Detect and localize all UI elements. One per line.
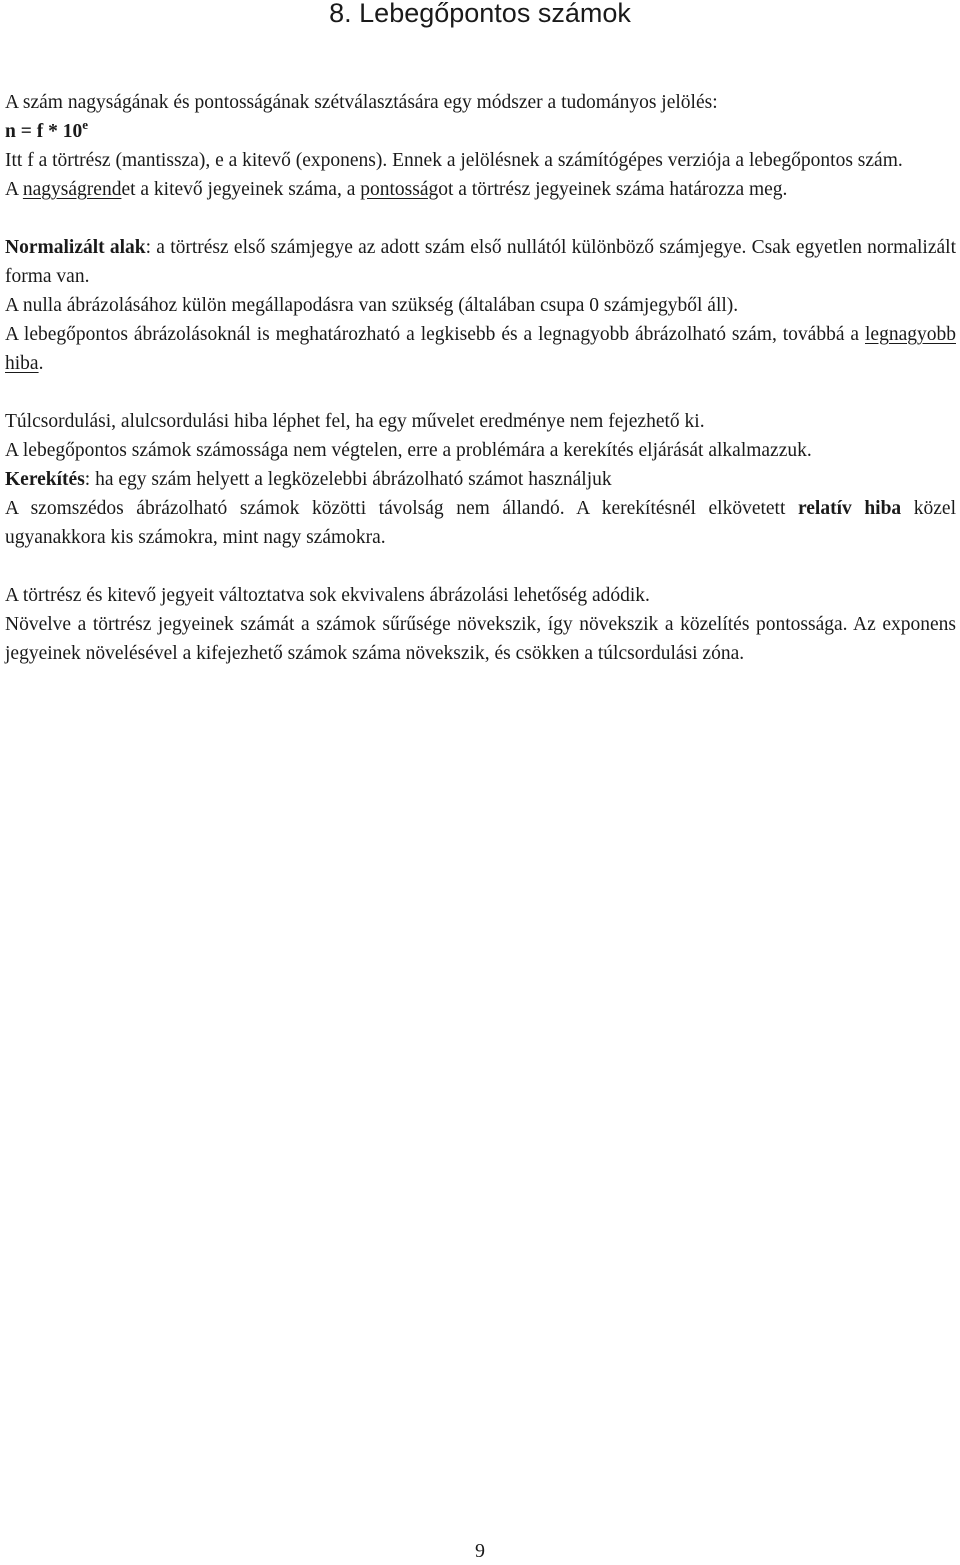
paragraph-equivalent: A törtrész és kitevő jegyeit változtatva sok ekvivalens ábrázolási lehetőség adódik. xyxy=(5,585,650,606)
paragraph-magnitude-precision xyxy=(5,175,956,204)
paragraph-intro: A szám nagyságának és pontosságának szétválasztására egy módszer a tudományos jelölés: xyxy=(5,92,718,113)
page-number: 9 xyxy=(475,1540,485,1562)
term-largest-error: legnagyobb hiba xyxy=(5,324,956,374)
paragraph-precision: Növelve a törtrész jegyeinek számát a számok sűrűsége növekszik, így növekszik a közelítés pontossága. Az exponens jegyeinek növelésével a kifejezhető számok száma növekszik, és csökken a túlcsordulási zóna. xyxy=(5,614,956,664)
term-relative-error: relatív hiba xyxy=(797,498,902,519)
formula-base: n = f * 10 xyxy=(5,121,83,142)
term-magnitude: nagyságrend xyxy=(22,179,122,200)
term-precision: pontosság xyxy=(360,179,439,200)
term-normalized-form: Normalizált alak xyxy=(5,237,146,258)
paragraph-overflow: Túlcsordulási, alulcsordulási hiba léphet fel, ha egy művelet eredménye nem fejezhető ki. xyxy=(5,411,705,432)
paragraph-range xyxy=(5,320,956,378)
text-span: : ha egy szám helyett a legközelebbi ábrázolható számot használjuk xyxy=(84,469,612,490)
text-span: . xyxy=(38,353,44,374)
paragraph-zero-representation: A nulla ábrázolásához külön megállapodásra van szükség (általában csupa 0 számjegyből áll). xyxy=(5,295,739,316)
document-body xyxy=(5,88,956,668)
text-span: ot a törtrész jegyeinek száma határozza meg. xyxy=(438,179,788,200)
page-title: 8. Lebegőpontos számok xyxy=(329,0,631,28)
term-rounding: Kerekítés xyxy=(5,469,85,490)
text-span: A lebegőpontos ábrázolásoknál is meghatározható a legkisebb és a legnagyobb ábrázolható szám, továbbá a xyxy=(5,324,866,345)
text-span: A xyxy=(5,179,23,200)
paragraph-distance xyxy=(5,494,956,552)
paragraph-normalized-form xyxy=(5,233,956,291)
text-span: közel ugyanakkora kis számokra, mint nagy számokra. xyxy=(5,498,956,548)
scientific-notation-formula xyxy=(5,117,956,146)
paragraph-rounding xyxy=(5,465,956,494)
formula-exponent: e xyxy=(82,116,88,132)
paragraph-mantissa-exponent: Itt f a törtrész (mantissza), e a kitevő (exponens). Ennek a jelölésnek a számítógépes verziója a lebegőpontos szám. xyxy=(5,150,903,171)
text-span: et a kitevő jegyeinek száma, a xyxy=(121,179,361,200)
text-span: A szomszédos ábrázolható számok közötti távolság nem állandó. A kerekítésnél elkövetett xyxy=(5,498,798,519)
text-span: : a törtrész első számjegye az adott szám első nullától különböző számjegye. Csak egyetlen normalizált forma van. xyxy=(5,237,956,287)
paragraph-finite-count: A lebegőpontos számok számossága nem végtelen, erre a problémára a kerekítés eljárását alkalmazzuk. xyxy=(5,440,812,461)
